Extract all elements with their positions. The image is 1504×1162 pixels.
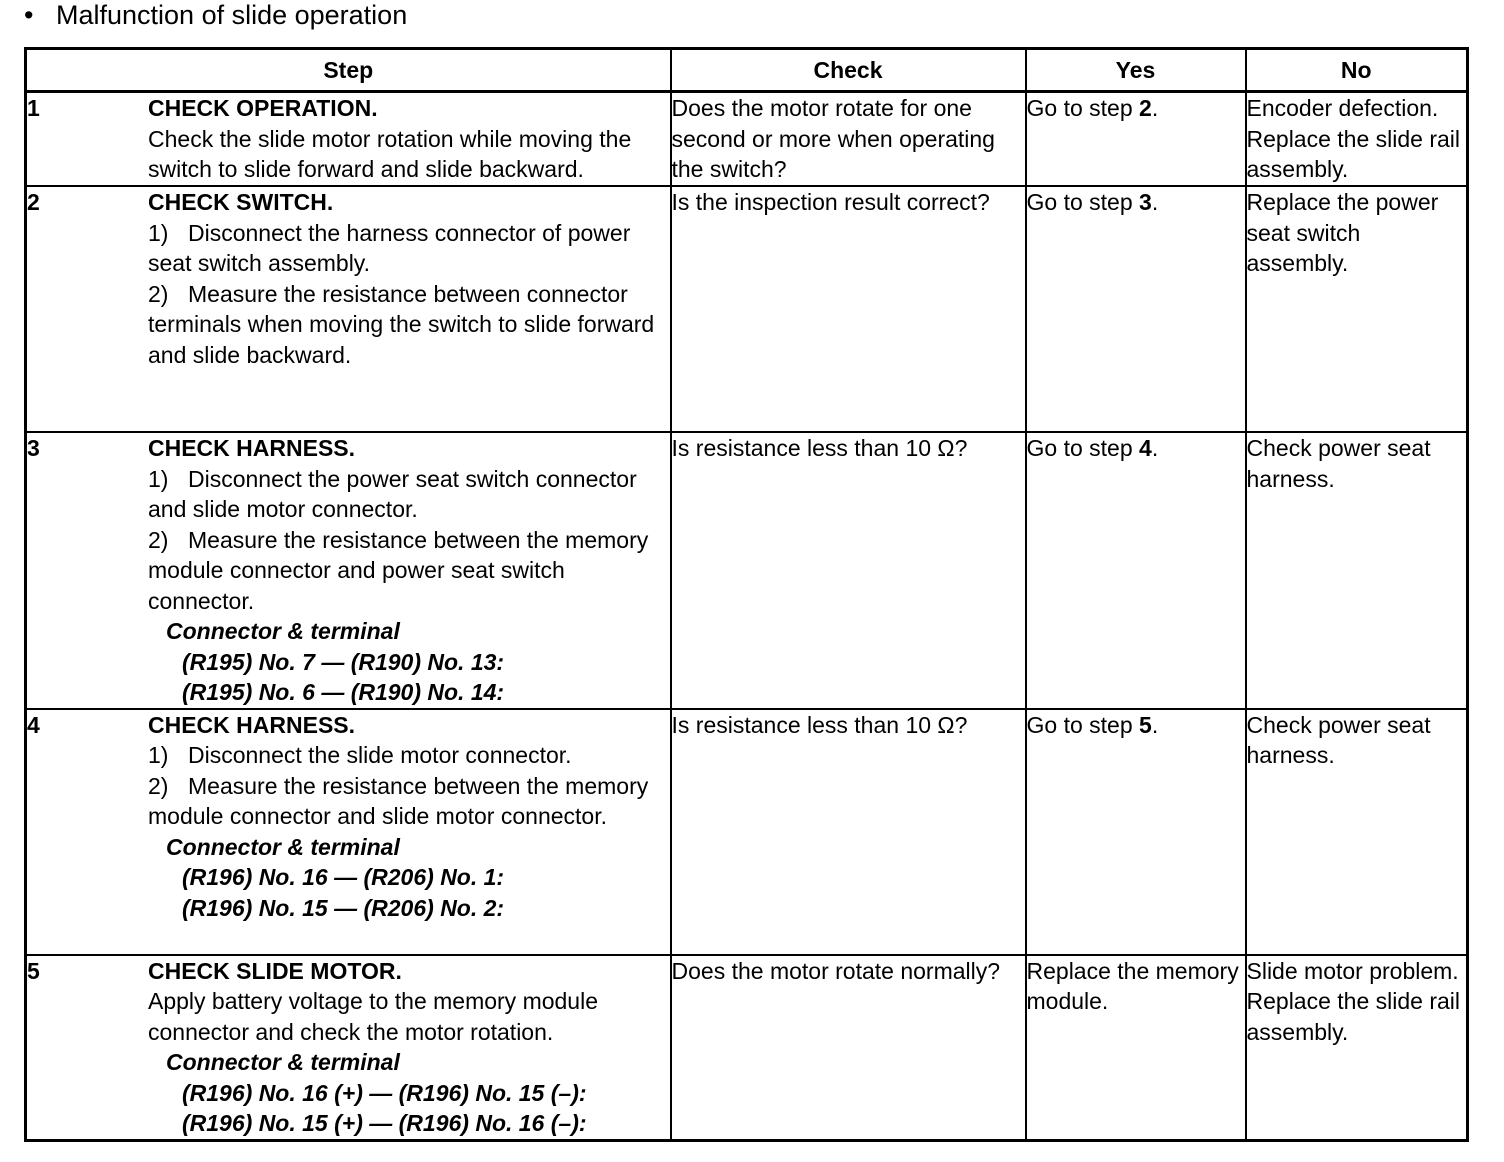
step-heading: CHECK HARNESS. xyxy=(148,435,356,461)
step-text: Apply battery voltage to the memory module connector and check the motor rotation. xyxy=(148,988,599,1045)
header-step: Step xyxy=(26,49,671,92)
no-cell: Check power seat harness. xyxy=(1246,432,1468,709)
substep xyxy=(148,740,670,771)
connector-terminal-line: (R196) No. 15 (+) — (R196) No. 16 (–): xyxy=(182,1110,587,1136)
step-cell xyxy=(26,186,671,432)
substep-number: 2) xyxy=(148,772,169,799)
yes-step-number: 4 xyxy=(1139,435,1152,461)
yes-prefix: Go to step xyxy=(1026,711,1140,738)
substep-text: Disconnect the slide motor connector. xyxy=(188,742,572,768)
check-cell: Does the motor rotate normally? xyxy=(671,955,1026,1141)
substep-number: 2) xyxy=(148,280,169,307)
bullet-icon: • xyxy=(24,0,34,30)
header-yes: Yes xyxy=(1026,49,1246,92)
connector-terminal-heading: Connector & terminal xyxy=(166,833,400,860)
substep xyxy=(148,279,670,371)
check-cell: Is resistance less than 10 Ω? xyxy=(671,432,1026,709)
substep-text: Disconnect the power seat switch connector and slide motor connector. xyxy=(148,465,637,522)
yes-prefix: Go to step xyxy=(1026,435,1140,461)
substep-number: 2) xyxy=(148,526,169,553)
step-heading: CHECK SLIDE MOTOR. xyxy=(148,957,402,984)
step-number: 2 xyxy=(27,189,40,215)
section-title xyxy=(24,0,407,30)
no-cell: Replace the power seat switch assembly. xyxy=(1246,186,1468,432)
substep-number: 1) xyxy=(148,219,169,246)
step-heading: CHECK SWITCH. xyxy=(148,189,334,215)
no-cell: Check power seat harness. xyxy=(1246,709,1468,955)
yes-cell: Replace the memory module. xyxy=(1026,955,1246,1141)
yes-step-number: 5 xyxy=(1139,711,1152,738)
substep-number: 1) xyxy=(148,465,169,492)
step-number: 1 xyxy=(27,95,40,121)
check-cell: Is the inspection result correct? xyxy=(671,186,1026,432)
yes-suffix: . xyxy=(1151,711,1159,738)
table-row xyxy=(26,709,1468,955)
no-cell: Slide motor problem. Replace the slide rail assembly. xyxy=(1246,955,1468,1141)
yes-suffix: . xyxy=(1151,435,1159,461)
check-cell: Does the motor rotate for one second or more when operating the switch? xyxy=(671,92,1026,187)
connector-terminal-heading: Connector & terminal xyxy=(166,1049,400,1075)
table-row xyxy=(26,432,1468,709)
substep xyxy=(148,218,670,279)
check-cell: Is resistance less than 10 Ω? xyxy=(671,709,1026,955)
substep-text: Measure the resistance between the memory module connector and power seat switch connector. xyxy=(148,526,649,614)
step-cell xyxy=(26,432,671,709)
step-heading: CHECK OPERATION. xyxy=(148,95,378,121)
connector-terminal-heading: Connector & terminal xyxy=(166,618,400,644)
yes-step-number: 3 xyxy=(1139,189,1152,215)
table-header-row xyxy=(26,49,1468,92)
step-cell xyxy=(26,955,671,1141)
substep xyxy=(148,771,670,832)
table-row xyxy=(26,955,1468,1141)
connector-terminal-line: (R195) No. 6 — (R190) No. 14: xyxy=(182,679,505,705)
substep-number: 1) xyxy=(148,742,169,768)
diagnosis-table xyxy=(24,47,1469,1142)
connector-terminal-line: (R196) No. 15 — (R206) No. 2: xyxy=(182,894,505,921)
connector-terminal-line: (R196) No. 16 — (R206) No. 1: xyxy=(182,864,505,890)
connector-terminal-line: (R196) No. 16 (+) — (R196) No. 15 (–): xyxy=(182,1079,587,1106)
substep xyxy=(148,464,670,525)
substep-text: Measure the resistance between connector terminals when moving the switch to slide forward and slide backward. xyxy=(148,280,655,368)
yes-prefix: Go to step xyxy=(1026,95,1140,121)
step-cell xyxy=(26,92,671,187)
step-number: 4 xyxy=(27,711,40,738)
yes-cell xyxy=(1026,92,1246,187)
substep-text: Measure the resistance between the memory module connector and slide motor connector. xyxy=(148,772,649,829)
substep-text: Disconnect the harness connector of power seat switch assembly. xyxy=(148,219,631,276)
yes-cell xyxy=(1026,709,1246,955)
yes-suffix: . xyxy=(1151,95,1159,121)
step-text: Check the slide motor rotation while moving the switch to slide forward and slide backward. xyxy=(148,125,632,182)
no-cell: Encoder defection. Replace the slide rail assembly. xyxy=(1246,92,1468,187)
step-number: 5 xyxy=(27,957,40,984)
step-heading: CHECK HARNESS. xyxy=(148,711,356,738)
header-check: Check xyxy=(671,49,1026,92)
section-title-text: Malfunction of slide operation xyxy=(56,0,408,30)
yes-cell xyxy=(1026,432,1246,709)
substep xyxy=(148,525,670,617)
step-cell xyxy=(26,709,671,955)
table-row xyxy=(26,92,1468,187)
connector-terminal-line: (R195) No. 7 — (R190) No. 13: xyxy=(182,648,505,675)
yes-suffix: . xyxy=(1151,189,1159,215)
yes-step-number: 2 xyxy=(1139,95,1152,121)
table-row xyxy=(26,186,1468,432)
yes-prefix: Go to step xyxy=(1026,189,1140,215)
yes-cell xyxy=(1026,186,1246,432)
header-no: No xyxy=(1246,49,1468,92)
step-number: 3 xyxy=(27,435,40,461)
